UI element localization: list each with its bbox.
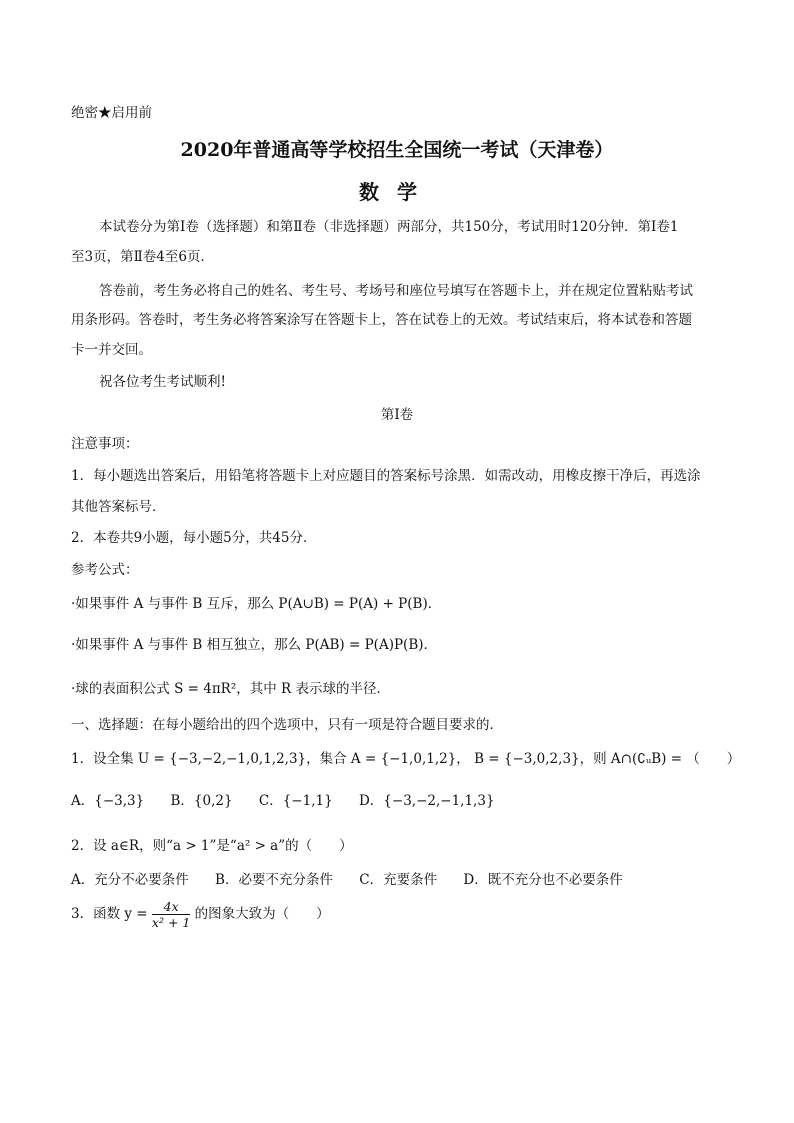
good-luck-line: 祝各位考生考试顺利!	[99, 374, 226, 390]
part-1-heading: 第Ⅰ卷	[380, 407, 414, 423]
intro-paragraph-1-line-2: 至3页，第Ⅱ卷4至6页．	[71, 249, 214, 265]
notes-label: 注意事项：	[71, 436, 139, 452]
note-2: 2．本卷共9小题，每小题5分，共45分．	[71, 530, 317, 546]
formula-3: ·球的表面积公式 S = 4πR²，其中 R 表示球的半径．	[71, 681, 391, 697]
note-1-line-2: 其他答案标号．	[71, 499, 166, 515]
exam-title: 2020年普通高等学校招生全国统一考试（天津卷）	[180, 139, 614, 161]
fraction-denominator: x² + 1	[151, 915, 191, 930]
question-3-fraction	[152, 899, 190, 930]
question-1-options	[71, 791, 731, 811]
note-1-line-1: 1．每小题选出答案后，用铅笔将答题卡上对应题目的答案标号涂黑．如需改动，用橡皮擦干净后，再选涂	[71, 468, 701, 484]
question-1-stem: 1．设全集 U = {−3,−2,−1,0,1,2,3}，集合 A = {−1,0,1,2}， B = {−3,0,2,3}，则 A∩(∁ᵤB) = （ ）	[71, 751, 741, 767]
intro-paragraph-2-line-1: 答卷前，考生务必将自己的姓名、考生号、考场号和座位号填写在答题卡上，并在规定位置粘贴考试	[99, 283, 693, 299]
question-2-options	[71, 870, 731, 890]
question-2-option-a[interactable]: A．充分不必要条件	[71, 872, 189, 888]
fraction-numerator: 4x	[152, 899, 190, 915]
intro-paragraph-1-line-1: 本试卷分为第Ⅰ卷（选择题）和第Ⅱ卷（非选择题）两部分，共150分，考试用时120分钟．第Ⅰ卷1	[99, 219, 679, 235]
question-1-option-b[interactable]: B．{0,2}	[170, 793, 233, 809]
question-1-option-a[interactable]: A．{−3,3}	[71, 793, 145, 809]
question-3-stem-suffix: 的图象大致为（ ）	[194, 906, 330, 922]
question-1-option-d[interactable]: D．{−3,−2,−1,1,3}	[358, 793, 495, 809]
formula-label: 参考公式：	[71, 562, 139, 578]
question-2-option-b[interactable]: B．必要不充分条件	[215, 872, 333, 888]
subject-title: 数学	[359, 180, 435, 204]
formula-1: ·如果事件 A 与事件 B 互斥，那么 P(A∪B) = P(A) + P(B)．	[71, 596, 442, 612]
section-1-heading: 一、选择题：在每小题给出的四个选项中，只有一项是符合题目要求的．	[71, 717, 503, 733]
question-3-stem-prefix: 3．函数 y =	[71, 906, 148, 922]
formula-2: ·如果事件 A 与事件 B 相互独立，那么 P(AB) = P(A)P(B)．	[71, 637, 438, 653]
question-3-stem	[71, 898, 731, 930]
question-1-option-c[interactable]: C．{−1,1}	[258, 793, 333, 809]
question-2-stem: 2．设 a∈R，则“a > 1”是“a² > a”的（ ）	[71, 838, 353, 854]
question-2-option-d[interactable]: D．既不充分也不必要条件	[463, 872, 623, 888]
question-2-option-c[interactable]: C．充要条件	[359, 872, 438, 888]
intro-paragraph-2-line-2: 用条形码。答卷时，考生务必将答案涂写在答题卡上，答在试卷上的无效。考试结束后，将本试卷和答题	[71, 312, 692, 328]
confidential-mark: 绝密★启用前	[71, 105, 152, 121]
intro-paragraph-2-line-3: 卡一并交回。	[71, 342, 152, 358]
